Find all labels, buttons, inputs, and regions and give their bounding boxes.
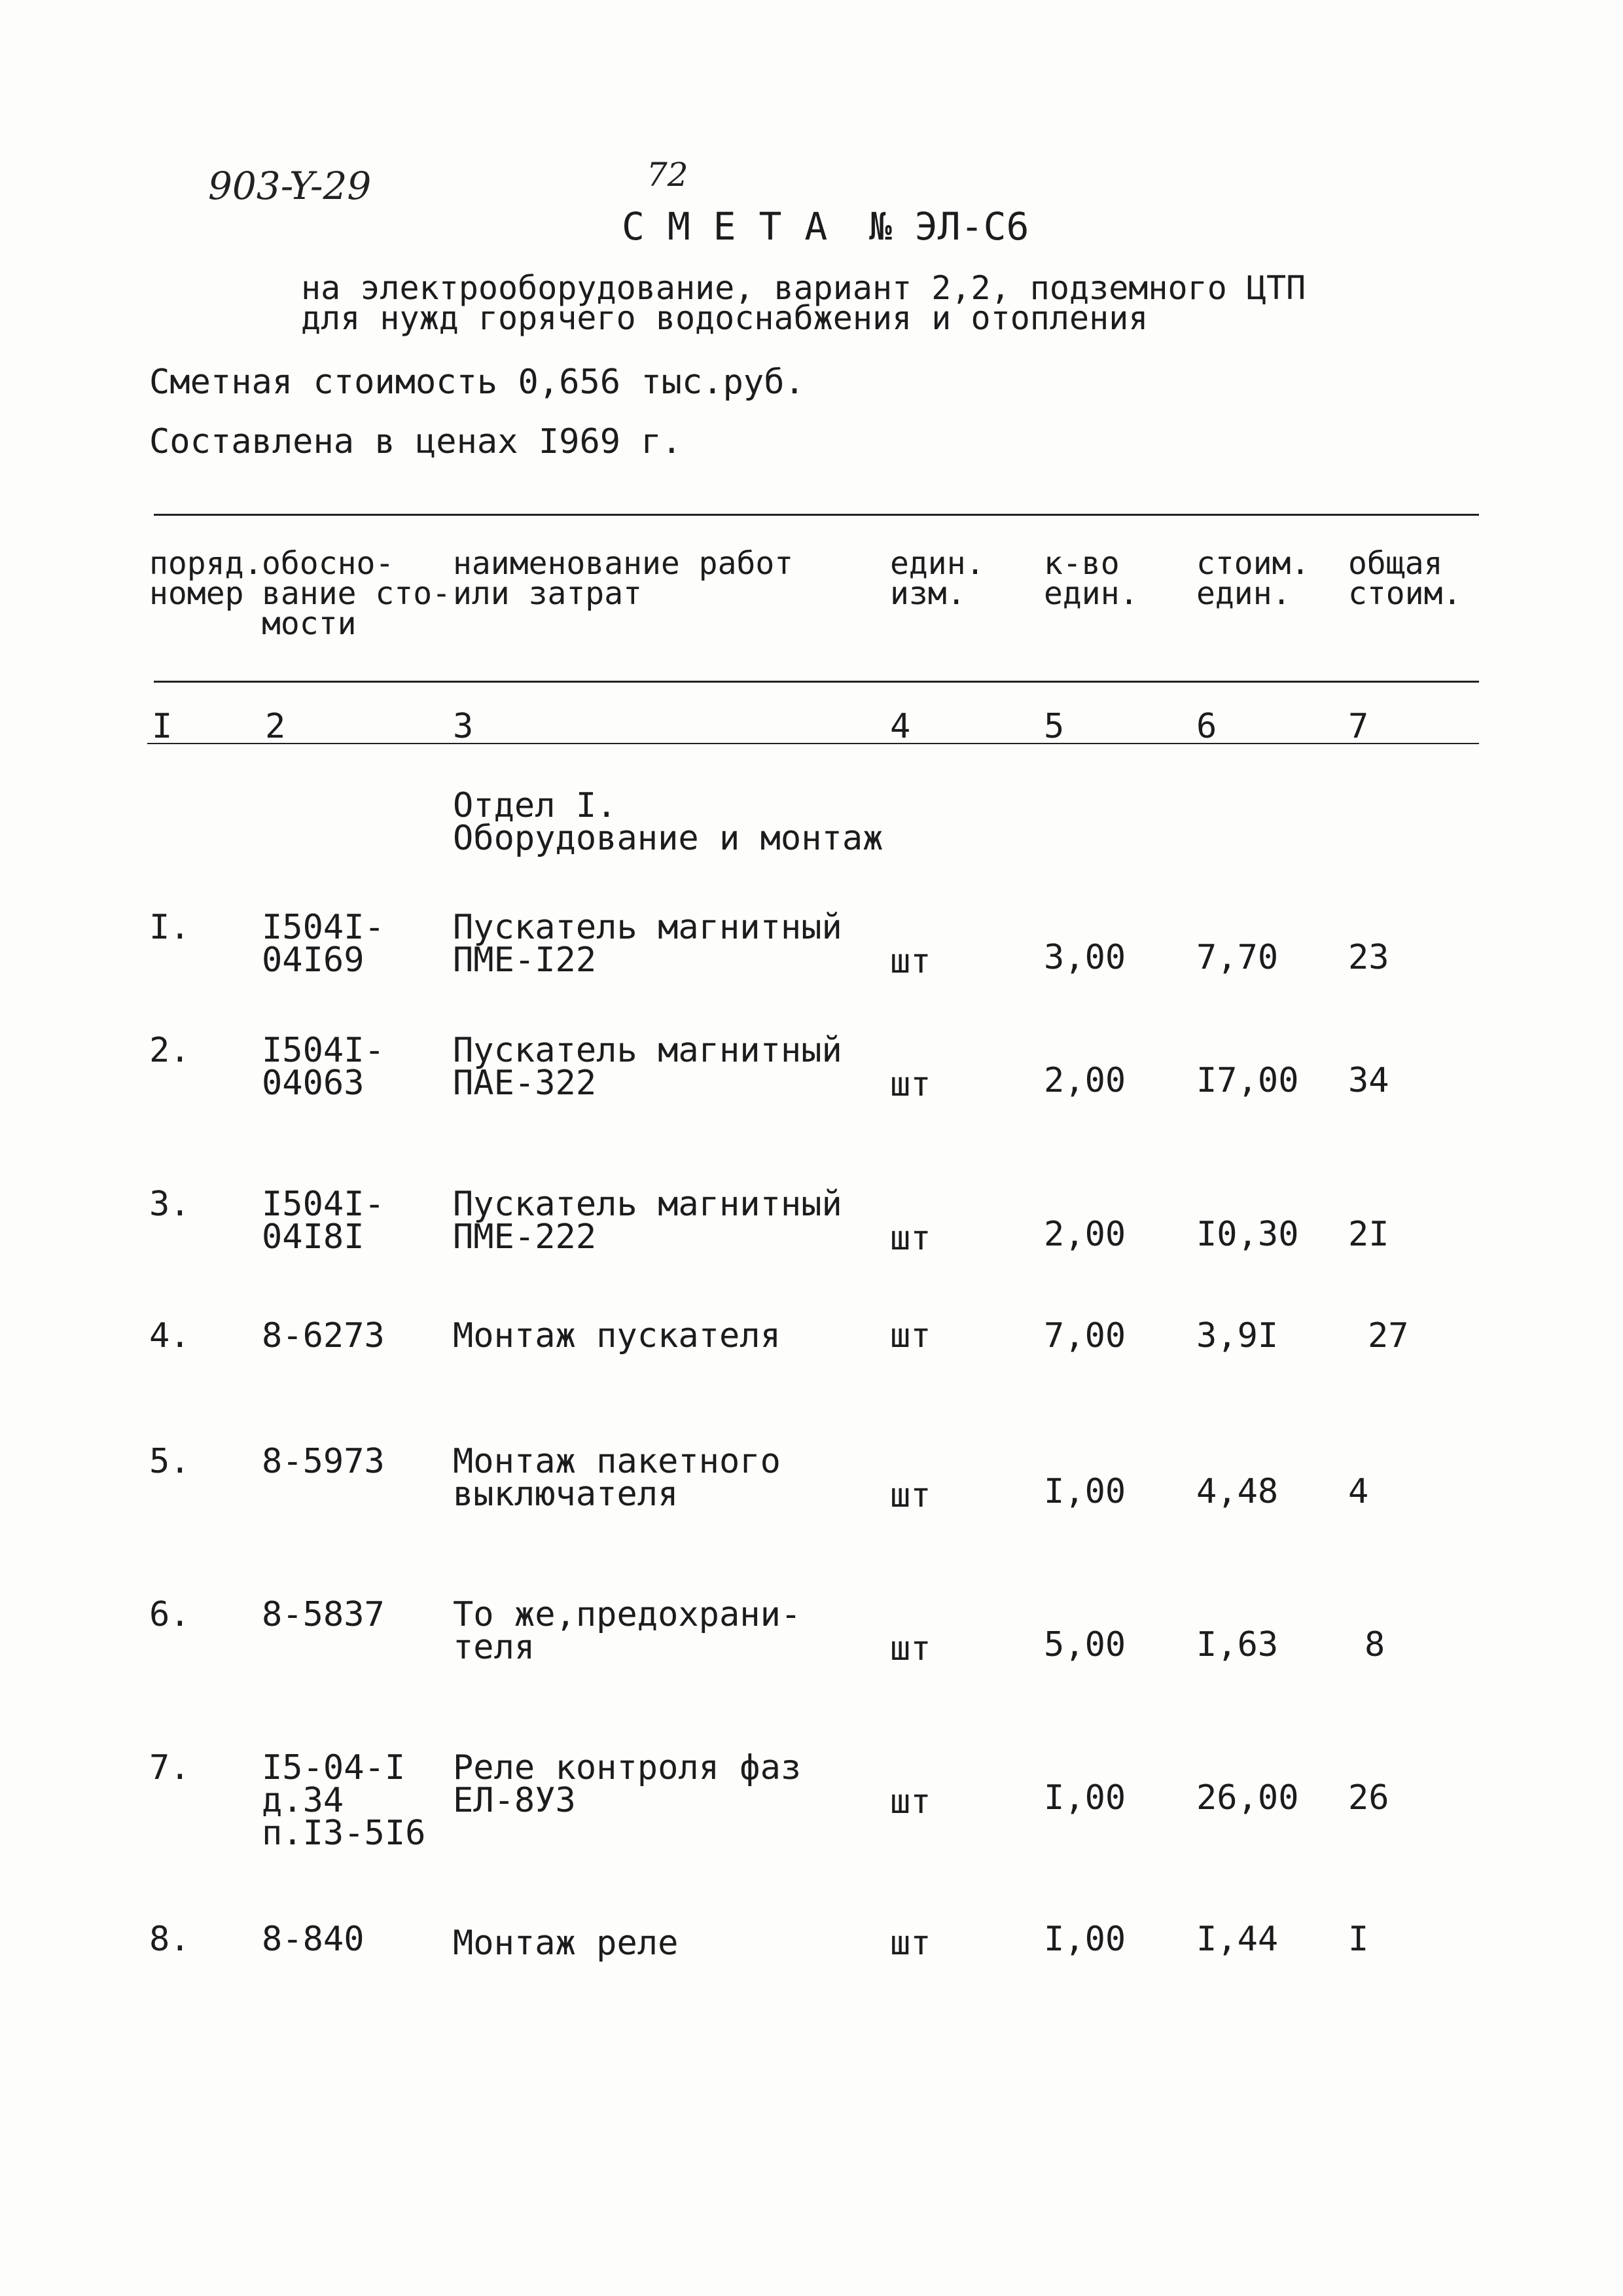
row-basis: I504I- 04I69: [262, 908, 385, 980]
header-top-rule: [154, 514, 1479, 516]
row-number: I.: [149, 908, 190, 947]
row-number: 5.: [149, 1442, 190, 1481]
row-unit: шт: [890, 1065, 931, 1104]
row-name: То же,предохрани- теля: [453, 1595, 802, 1667]
row-quantity: I,00: [1044, 1472, 1126, 1511]
table-row: [0, 1316, 1623, 1424]
section-title: Отдел I. Оборудование и монтаж: [453, 786, 883, 858]
header-col-2: обосно- вание сто- мости: [262, 545, 451, 642]
row-unit-price: 3,9I: [1196, 1316, 1279, 1355]
column-number: 7: [1348, 707, 1369, 746]
table-row: [0, 1920, 1623, 2028]
row-quantity: I,00: [1044, 1920, 1126, 1959]
row-basis: I504I- 04I8I: [262, 1185, 385, 1257]
row-basis: 8-840: [262, 1920, 365, 1959]
row-name: Монтаж пакетного выключателя: [453, 1442, 781, 1514]
row-name: Пускатель магнитный ПМЕ-222: [453, 1185, 842, 1257]
column-number: 4: [890, 707, 911, 746]
table-row: [0, 908, 1623, 1016]
row-unit-price: I7,00: [1196, 1061, 1299, 1100]
row-number: 4.: [149, 1316, 190, 1355]
row-basis: 8-5837: [262, 1595, 385, 1634]
row-basis: I504I- 04063: [262, 1031, 385, 1103]
row-unit: шт: [890, 1476, 931, 1515]
table-row: [0, 1031, 1623, 1139]
row-unit: шт: [890, 942, 931, 981]
row-quantity: 3,00: [1044, 938, 1126, 977]
row-total: 8: [1364, 1625, 1385, 1664]
row-number: 8.: [149, 1920, 190, 1959]
estimated-cost: Сметная стоимость 0,656 тыс.руб.: [149, 363, 805, 402]
price-base: Составлена в ценах I969 г.: [149, 422, 682, 461]
column-number: 6: [1196, 707, 1217, 746]
header-col-6: стоим. един.: [1196, 545, 1310, 612]
table-row: [0, 1595, 1623, 1703]
header-col-4: един. изм.: [890, 545, 985, 612]
table-row: [0, 1185, 1623, 1293]
row-basis: 8-5973: [262, 1442, 385, 1481]
column-number: 2: [265, 707, 286, 746]
header-col-1: поряд. номер: [149, 545, 263, 612]
row-quantity: 5,00: [1044, 1625, 1126, 1664]
document-title: С М Е Т А: [622, 204, 828, 249]
row-total: 4: [1348, 1472, 1369, 1511]
row-name: Реле контроля фаз ЕЛ-8УЗ: [453, 1748, 802, 1820]
table-row: [0, 1442, 1623, 1550]
row-quantity: 2,00: [1044, 1215, 1126, 1254]
row-unit: шт: [890, 1924, 931, 1963]
row-unit-price: I,44: [1196, 1920, 1279, 1959]
header-col-3: наименование работ или затрат: [453, 545, 794, 612]
row-number: 6.: [149, 1595, 190, 1634]
row-quantity: I,00: [1044, 1778, 1126, 1818]
row-quantity: 2,00: [1044, 1061, 1126, 1100]
row-unit-price: 4,48: [1196, 1472, 1279, 1511]
subtitle-line-2: для нужд горячего водоснабжения и отопления: [301, 299, 1149, 337]
row-number: 3.: [149, 1185, 190, 1224]
page-number: 72: [647, 156, 688, 194]
row-unit-price: I,63: [1196, 1625, 1279, 1664]
row-quantity: 7,00: [1044, 1316, 1126, 1355]
row-total: 23: [1348, 938, 1389, 977]
row-unit: шт: [890, 1219, 931, 1258]
smeta-number: № ЭЛ-С6: [869, 204, 1029, 249]
header-bottom-rule: [154, 681, 1479, 683]
row-basis: I5-04-I д.34 п.I3-5I6: [262, 1748, 426, 1853]
row-name: Пускатель магнитный ПАЕ-322: [453, 1031, 842, 1103]
row-unit-price: 7,70: [1196, 938, 1279, 977]
row-name: Пускатель магнитный ПМЕ-I22: [453, 908, 842, 980]
column-numbers-underline: [147, 743, 1479, 744]
header-col-7: общая стоим.: [1348, 545, 1462, 612]
row-number: 2.: [149, 1031, 190, 1070]
row-total: 26: [1348, 1778, 1389, 1818]
row-unit-price: 26,00: [1196, 1778, 1299, 1818]
row-number: 7.: [149, 1748, 190, 1787]
row-name: Монтаж пускателя: [453, 1316, 781, 1355]
row-total: 27: [1368, 1316, 1409, 1355]
header-col-5: к-во един.: [1044, 545, 1139, 612]
document-code: 903-Y-29: [208, 164, 372, 208]
row-unit: шт: [890, 1629, 931, 1668]
row-total: 2I: [1348, 1215, 1389, 1254]
row-name: Монтаж реле: [453, 1924, 679, 1963]
row-total: 34: [1348, 1061, 1389, 1100]
column-number: I: [152, 707, 173, 746]
row-unit: шт: [890, 1782, 931, 1821]
row-unit: шт: [890, 1316, 931, 1355]
subtitle-line-1: на электрооборудование, вариант 2,2, подземного ЦТП: [301, 269, 1306, 307]
row-unit-price: I0,30: [1196, 1215, 1299, 1254]
row-basis: 8-6273: [262, 1316, 385, 1355]
row-total: I: [1348, 1920, 1369, 1959]
column-number: 5: [1044, 707, 1065, 746]
table-row: [0, 1748, 1623, 1856]
column-number: 3: [453, 707, 474, 746]
